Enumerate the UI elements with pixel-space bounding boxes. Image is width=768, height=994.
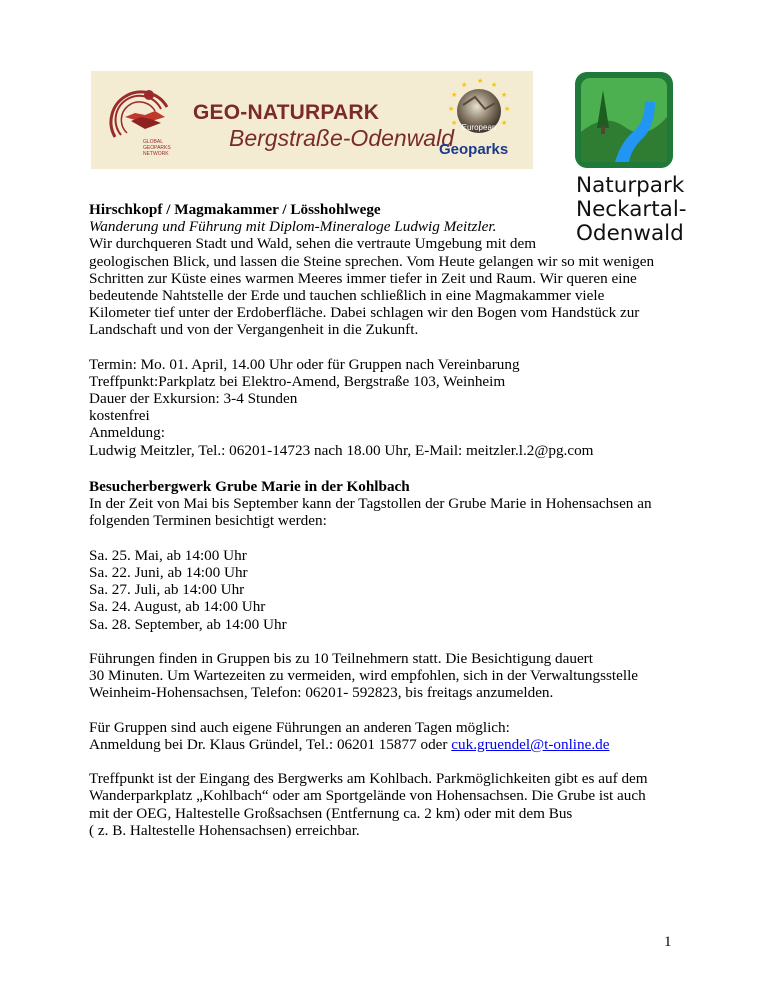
paragraph-line: Weinheim-Hohensachsen, Telefon: 06201- 592823, bis freitags anzumelden. — [89, 684, 554, 702]
naturpark-line-1: Naturpark — [576, 173, 685, 198]
svg-text:★: ★ — [461, 81, 468, 89]
date-item: Sa. 28. September, ab 14:00 Uhr — [89, 615, 287, 633]
paragraph-line: Landschaft und von der Vergangenheit in die Zukunft. — [89, 321, 419, 339]
svg-text:★: ★ — [501, 119, 508, 127]
paragraph-line: geologischen Blick, und lassen die Steine sprechen. Vom Heute gelangen wir so mit wenigen — [89, 252, 655, 270]
detail-anmeldung-label: Anmeldung: — [89, 424, 165, 442]
paragraph-line: mit der OEG, Haltestelle Großsachsen (Entfernung ca. 2 km) oder mit dem Bus — [89, 804, 573, 822]
svg-text:★: ★ — [448, 105, 455, 113]
contact-prefix: Anmeldung bei Dr. Klaus Gründel, Tel.: 06201 15877 oder — [89, 735, 452, 753]
detail-treffpunkt: Treffpunkt:Parkplatz bei Elektro-Amend, Bergstraße 103, Weinheim — [89, 372, 506, 390]
global-geoparks-network-logo — [105, 77, 177, 161]
svg-text:★: ★ — [477, 77, 484, 85]
paragraph-line: Treffpunkt ist der Eingang des Bergwerks am Kohlbach. Parkmöglichkeiten gibt es auf dem — [89, 770, 648, 788]
blank-line — [89, 633, 652, 650]
date-item: Sa. 24. August, ab 14:00 Uhr — [89, 598, 266, 616]
paragraph-line: In der Zeit von Mai bis September kann der Tagstollen der Grube Marie in Hohensachsen an — [89, 495, 652, 513]
svg-text:★: ★ — [491, 81, 498, 89]
paragraph-line: Schritten zur Küste eines warmen Meeres immer tiefer in Zeit und Raum. Wir queren eine — [89, 269, 637, 287]
date-item: Sa. 25. Mai, ab 14:00 Uhr — [89, 546, 247, 564]
european-label: European — [461, 123, 497, 132]
section-title: Hirschkopf / Magmakammer / Lösshohlwege — [89, 201, 381, 218]
svg-text:GLOBAL: GLOBAL — [143, 139, 164, 145]
blank-line — [89, 753, 652, 770]
blank-line — [89, 530, 652, 547]
svg-text:★: ★ — [451, 91, 458, 99]
paragraph-line: bedeutende Nahtstelle der Erde und tauchen schließlich in eine Magmakammer viele — [89, 286, 605, 304]
geo-naturpark-subtitle: Bergstraße-Odenwald — [229, 125, 454, 151]
naturpark-line-3: Odenwald — [576, 221, 684, 246]
geoparks-wordmark: Geoparks — [439, 141, 509, 158]
svg-text:GEOPARKS: GEOPARKS — [143, 145, 171, 151]
section-subtitle: Wanderung und Führung mit Diplom-Mineraloge Ludwig Meitzler. — [89, 218, 497, 236]
detail-termin: Termin: Mo. 01. April, 14.00 Uhr oder für Gruppen nach Vereinbarung — [89, 355, 520, 373]
paragraph-line: ( z. B. Haltestelle Hohensachsen) erreichbar. — [89, 821, 360, 839]
paragraph-line: Wir durchqueren Stadt und Wald, sehen die vertraute Umgebung mit dem — [89, 235, 537, 253]
detail-kosten: kostenfrei — [89, 407, 150, 425]
detail-dauer: Dauer der Exkursion: 3-4 Stunden — [89, 390, 298, 408]
geo-naturpark-banner — [91, 71, 533, 169]
groups-line: Für Gruppen sind auch eigene Führungen an anderen Tagen möglich: — [89, 718, 510, 736]
svg-text:★: ★ — [501, 91, 508, 99]
svg-text:NETWORK: NETWORK — [143, 151, 169, 157]
geo-naturpark-title: GEO-NATURPARK — [193, 101, 380, 124]
svg-text:★: ★ — [451, 119, 458, 127]
date-item: Sa. 22. Juni, ab 14:00 Uhr — [89, 563, 248, 581]
contact-line — [89, 736, 652, 753]
blank-line — [89, 701, 652, 718]
paragraph-line: folgenden Terminen besichtigt werden: — [89, 512, 327, 530]
paragraph-line: Kilometer tief unter der Erdoberfläche. Dabei schlagen wir den Bogen vom Handstück zur — [89, 304, 640, 322]
date-item: Sa. 27. Juli, ab 14:00 Uhr — [89, 581, 245, 599]
email-link[interactable]: cuk.gruendel@t-online.de — [451, 735, 610, 753]
paragraph-line: 30 Minuten. Um Wartezeiten zu vermeiden, wird empfohlen, sich in der Verwaltungsstelle — [89, 667, 639, 685]
naturpark-neckartal-odenwald-logo — [575, 72, 673, 168]
paragraph-line: Führungen finden in Gruppen bis zu 10 Teilnehmern statt. Die Besichtigung dauert — [89, 649, 593, 667]
blank-line — [89, 339, 654, 356]
section-title: Besucherbergwerk Grube Marie in der Kohlbach — [89, 478, 410, 495]
naturpark-line-2: Neckartal- — [576, 197, 687, 222]
paragraph-line: Wanderparkplatz „Kohlbach“ oder am Sportgelände von Hohensachsen. Die Grube ist auch — [89, 787, 646, 805]
detail-contact: Ludwig Meitzler, Tel.: 06201-14723 nach 18.00 Uhr, E-Mail: meitzler.l.2@pg.com — [89, 441, 594, 459]
section-grube-marie — [89, 478, 652, 839]
page-number: 1 — [664, 934, 672, 950]
section-hirschkopf — [89, 201, 654, 459]
svg-text:★: ★ — [504, 105, 511, 113]
